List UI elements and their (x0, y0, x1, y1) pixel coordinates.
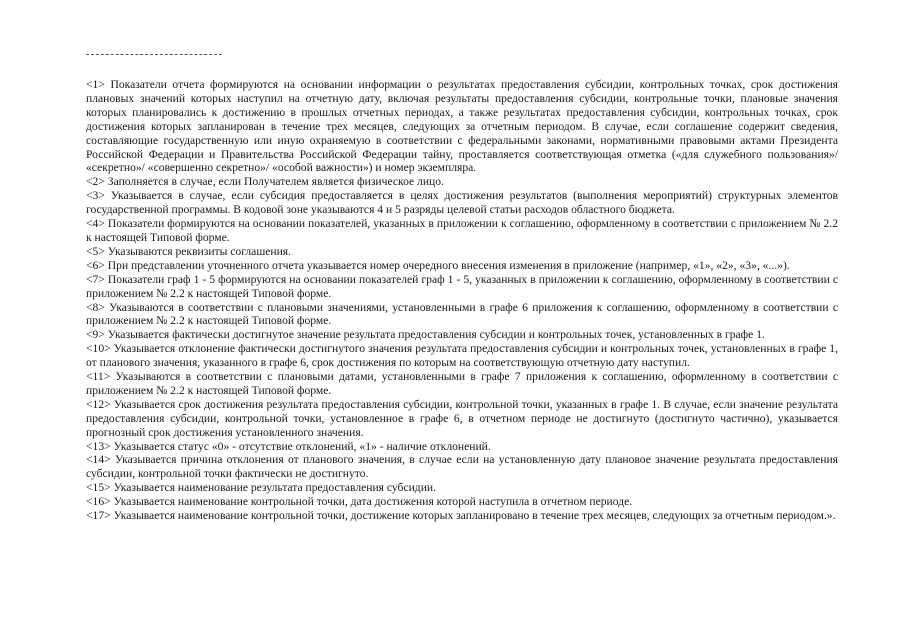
footnote-9: <9> Указывается фактически достигнутое значение результата предоставления субсидии и контрольных точек, установленных в графе 1. (86, 328, 765, 342)
footnote-1: <1> Показатели отчета формируются на основании информации о результатах предоставления субсидии, контрольных точках, срок достижения плановых значений которых наступил на отчетную дату, включая результаты предоставления субсидии, контрольные точки, плановые значения которых планировались к достижению в прошлых отчетных периодах, а также результатах предоставления субсидии, контрольных точках, срок достижения которых запланирован в течение трех месяцев, следующих за отчетным периодом. В случае, если соглашение содержит сведения, составляющие государственную или иную охраняемую в соответствии с федеральными законами, нормативными правовыми актами Президента Российской Федерации и Правительства Российской Федерации тайну, проставляется соответствующая отметка («для служебного пользования»/ «секретно»/ «совершенно секретно»/ «особой важности») и номер экземпляра. (86, 78, 838, 175)
footnote-16: <16> Указывается наименование контрольной точки, дата достижения которой наступила в отчетном периоде. (86, 495, 633, 509)
footnote-3: <3> Указывается в случае, если субсидия предоставляется в целях достижения результатов (выполнения мероприятий) структурных элементов государственной программы. В кодовой зоне указываются 4 и 5 разряды целевой статьи расходов областного бюджета. (86, 189, 838, 217)
footnote-12: <12> Указывается срок достижения результата предоставления субсидии, контрольной точки, указанных в графе 1. В случае, если значение результата предоставления субсидии, контрольной точки, установленное в графе 6, в отчетном периоде не достигнуто (достигнуто частично), указывается прогнозный срок достижения установленного значения. (86, 397, 838, 439)
footnote-4: <4> Показатели формируются на основании показателей, указанных в приложении к соглашению, оформленному в соответствии с приложением № 2.2 к настоящей Типовой форме. (86, 217, 838, 244)
footnote-7: <7> Показатели граф 1 - 5 формируются на основании показателей граф 1 - 5, указанных в приложении к соглашению, оформленному в соответствии с приложением № 2.2 к настоящей Типовой форме. (86, 272, 838, 300)
footnote-11: <11> Указываются в соответствии с плановыми датами, установленными в графе 7 приложения к соглашению, оформленному в соответствии с приложением № 2.2 к настоящей Типовой форме. (86, 370, 838, 397)
footnote-13: <13> Указывается статус «0» - отсутствие отклонений, «1» - наличие отклонений. (86, 439, 491, 453)
footnote-14: <14> Указывается причина отклонения от планового значения, в случае если на установленную дату плановое значение результата предоставления субсидии, контрольной точки фактически не достигнуто. (86, 453, 838, 481)
footnote-15: <15> Указывается наименование результата предоставления субсидии. (86, 481, 436, 495)
footnote-8: <8> Указываются в соответствии с плановыми значениями, установленными в графе 6 приложения к соглашению, оформленному в соответствии с приложением № 2.2 к настоящей Типовой форме. (86, 300, 838, 328)
footnote-5: <5> Указываются реквизиты соглашения. (86, 244, 292, 258)
footnote-17: <17> Указывается наименование контрольной точки, достижение которых запланировано в течение трех месяцев, следующих за отчетным периодом.». (86, 509, 836, 523)
footnote-10: <10> Указывается отклонение фактически достигнутого значения результата предоставления субсидии и контрольных точек, установленных в графе 1, от планового значения, указанного в графе 6, срок достижения по которым на соответствующую отчетную дату наступил. (86, 342, 838, 370)
footnote-separator (86, 54, 222, 55)
footnotes-list (86, 78, 838, 523)
footnote-6: <6> При представлении уточненного отчета указывается номер очередного внесения изменения в приложение (например, «1», «2», «3», «...»). (86, 258, 790, 272)
footnote-2: <2> Заполняется в случае, если Получателем является физическое лицо. (86, 175, 444, 189)
